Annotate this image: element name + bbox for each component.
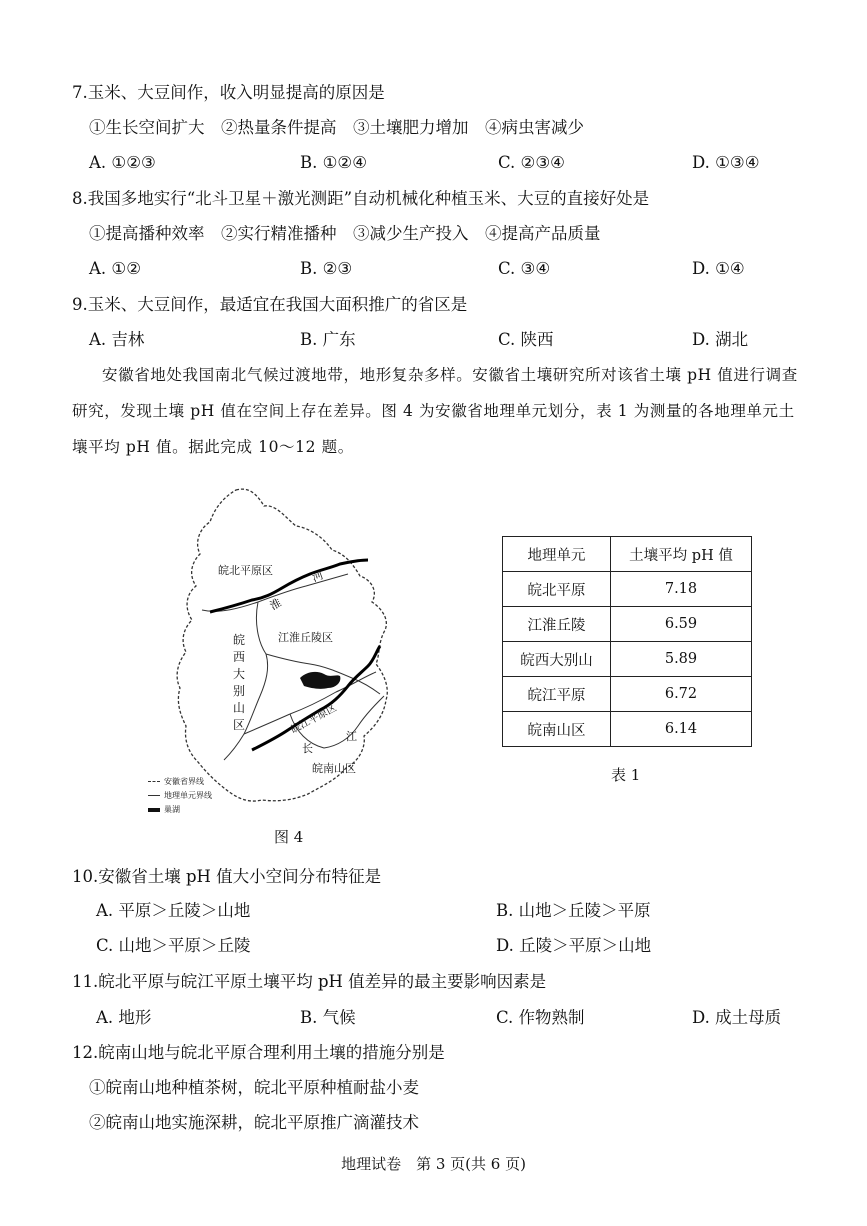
question-8-statements: ①提高播种效率 ②实行精准播种 ③减少生产投入 ④提高产品质量 — [89, 224, 601, 243]
legend-chaohu: 巢湖 — [148, 804, 180, 815]
table-cell: 皖南山区 — [503, 712, 611, 747]
table-cell: 5.89 — [611, 642, 752, 677]
question-10-stem: 10.安徽省土壤 pH 值大小空间分布特征是 — [72, 867, 382, 886]
question-11-option-d: D. 成土母质 — [692, 1008, 782, 1027]
question-11-option-a: A. 地形 — [96, 1008, 152, 1027]
table-cell: 江淮丘陵 — [503, 607, 611, 642]
question-10-option-a: A. 平原＞丘陵＞山地 — [96, 901, 251, 920]
label-wannan-mountains: 皖南山区 — [312, 762, 356, 775]
table-cell: 皖西大别山 — [503, 642, 611, 677]
table-row — [503, 607, 752, 642]
label-wanjiang-plain: 皖江平原区 — [289, 702, 339, 736]
question-9-option-d: D. 湖北 — [692, 330, 749, 349]
question-11-option-c: C. 作物熟制 — [496, 1008, 585, 1027]
question-9-stem: 9.玉米、大豆间作，最适宜在我国大面积推广的省区是 — [72, 295, 468, 314]
table-row — [503, 572, 752, 607]
table-row — [503, 712, 752, 747]
question-7-option-a: A. ①②③ — [89, 153, 156, 172]
table-1-caption: 表 1 — [611, 766, 641, 784]
question-9-option-c: C. 陕西 — [498, 330, 554, 349]
legend-province-boundary: 安徽省界线 — [148, 776, 204, 787]
label-huai-river-1: 淮 — [267, 596, 284, 613]
anhui-map-figure — [140, 482, 470, 832]
question-7-statements: ①生长空间扩大 ②热量条件提高 ③土壤肥力增加 ④病虫害减少 — [89, 118, 584, 137]
ph-table — [502, 536, 752, 747]
question-10-option-c: C. 山地＞平原＞丘陵 — [96, 936, 251, 955]
table-cell: 6.72 — [611, 677, 752, 712]
table-row — [503, 677, 752, 712]
label-chang-river: 长 — [302, 742, 313, 755]
label-huai-river-2: 河 — [310, 568, 326, 585]
unit-boundary-wanxi-south — [244, 714, 290, 734]
question-8-stem: 8.我国多地实行“北斗卫星＋激光测距”自动机械化种植玉米、大豆的直接好处是 — [72, 189, 650, 208]
table-cell: 6.14 — [611, 712, 752, 747]
question-9-option-b: B. 广东 — [300, 330, 356, 349]
question-8-option-d: D. ①④ — [692, 259, 745, 278]
figure-4-caption: 图 4 — [274, 828, 304, 846]
question-12-stem: 12.皖南山地与皖北平原合理利用土壤的措施分别是 — [72, 1043, 445, 1062]
table-header-row — [503, 537, 752, 572]
question-8-option-c: C. ③④ — [498, 259, 551, 278]
question-9-option-a: A. 吉林 — [89, 330, 145, 349]
question-12-item-1: ①皖南山地种植茶树，皖北平原种植耐盐小麦 — [89, 1078, 419, 1097]
table-cell: 皖北平原 — [503, 572, 611, 607]
table-header: 地理单元 — [503, 537, 611, 572]
table-cell: 6.59 — [611, 607, 752, 642]
label-wanxi-dabie-mountains: 皖 西 大 别 山 区 — [232, 633, 245, 732]
table-cell: 7.18 — [611, 572, 752, 607]
question-8-option-a: A. ①② — [89, 259, 141, 278]
table-header: 土壤平均 pH 值 — [611, 537, 752, 572]
question-7-option-b: B. ①②④ — [300, 153, 367, 172]
page-footer: 地理试卷 第 3 页(共 6 页) — [341, 1155, 526, 1173]
question-7-option-d: D. ①③④ — [692, 153, 760, 172]
question-8-option-b: B. ②③ — [300, 259, 353, 278]
question-11-stem: 11.皖北平原与皖江平原土壤平均 pH 值差异的最主要影响因素是 — [72, 972, 547, 991]
legend-unit-boundary: 地理单元界线 — [148, 790, 212, 801]
label-wanbei-plain: 皖北平原区 — [218, 564, 273, 577]
label-jiang-river: 江 — [346, 730, 357, 743]
question-10-option-d: D. 丘陵＞平原＞山地 — [496, 936, 652, 955]
label-jianghuai-hills: 江淮丘陵区 — [278, 631, 333, 644]
question-7-option-c: C. ②③④ — [498, 153, 565, 172]
question-11-option-b: B. 气候 — [300, 1008, 356, 1027]
passage-text: 安徽省地处我国南北气候过渡地带，地形复杂多样。安徽省土壤研究所对该省土壤 pH 值进行调查研究，发现土壤 pH 值在空间上存在差异。图 4 为安徽省地理单元划分，表 1 为测量的各地理单元土壤平均 pH 值。据此完成 10～12 题。 — [72, 366, 798, 456]
chaohu-lake — [300, 672, 340, 689]
province-boundary — [177, 489, 387, 801]
table-cell: 皖江平原 — [503, 677, 611, 712]
question-10-option-b: B. 山地＞丘陵＞平原 — [496, 901, 651, 920]
yangtze-river — [252, 646, 380, 750]
table-row — [503, 642, 752, 677]
question-7-stem: 7.玉米、大豆间作，收入明显提高的原因是 — [72, 83, 385, 102]
question-12-item-2: ②皖南山地实施深耕，皖北平原推广滴灌技术 — [89, 1113, 419, 1132]
